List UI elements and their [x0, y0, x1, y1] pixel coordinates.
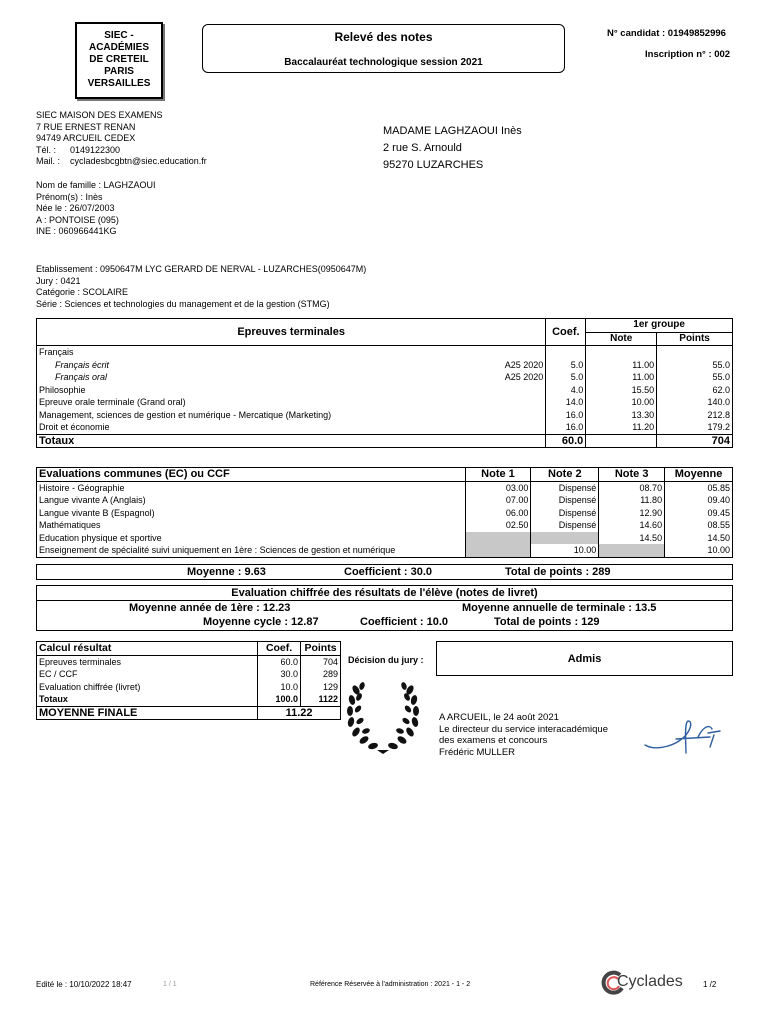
subject-label: Droit et économie	[39, 422, 110, 432]
table-row	[37, 655, 341, 668]
mail-label: Mail. :	[36, 156, 61, 167]
school-line: Série : Sciences et technologies du management et de la gestion (STMG)	[36, 298, 330, 309]
calc-total-label: Totaux	[39, 694, 68, 704]
decision-value: Admis	[567, 653, 602, 665]
calc-coef: 60.0	[258, 655, 301, 668]
signature-line: des examens et concours	[439, 735, 548, 747]
livret-moyenne-cycle: Moyenne cycle : 12.87	[203, 616, 319, 628]
sender-mail	[36, 156, 207, 168]
subject-points: 55.0	[657, 359, 733, 372]
recipient-address	[383, 123, 522, 174]
table-row	[37, 481, 733, 494]
ec-header-moyenne: Moyenne	[665, 468, 733, 482]
brand-name: Cyclades	[617, 973, 683, 990]
table-row	[37, 409, 733, 422]
table-row	[37, 371, 733, 384]
total-label: Totaux	[37, 434, 470, 448]
laurel-wreath-icon	[342, 672, 424, 756]
identity-line: Prénom(s) : Inès	[36, 191, 103, 202]
table-row	[37, 384, 733, 397]
sender-line: 94749 ARCUEIL CEDEX	[36, 133, 136, 144]
ec-subject-label: Langue vivante A (Anglais)	[39, 495, 146, 505]
ec-note2: 10.00	[531, 544, 599, 557]
livret-coefficient: Coefficient : 10.0	[360, 616, 449, 628]
header-points: Points	[657, 332, 733, 346]
identity-line: Nom de famille : LAGHZAOUI	[36, 180, 156, 190]
ec-summary-coef: Coefficient : 30.0	[344, 566, 433, 578]
admin-reference: Référence Réservée à l'administration : 2021 - 1 - 2	[310, 981, 471, 988]
subject-coef: 5.0	[546, 359, 586, 372]
subject-coef: 16.0	[546, 421, 586, 434]
ec-moyenne: 08.55	[665, 519, 733, 532]
subject-label: Philosophie	[39, 384, 86, 395]
subject-note: 15.50	[586, 384, 657, 397]
subject-points: 212.8	[657, 409, 733, 422]
ec-subject-label: Enseignement de spécialité suivi uniquement en 1ère : Sciences de gestion et numérique	[39, 545, 396, 555]
table-row	[37, 494, 733, 507]
ec-note1: 07.00	[465, 494, 531, 507]
ec-subject-label: Mathématiques	[39, 520, 101, 530]
ec-header-note3: Note 3	[599, 468, 665, 482]
cyclades-logo	[600, 968, 695, 998]
ec-note2: Dispensé	[531, 481, 599, 494]
logo-line: PARIS	[104, 66, 134, 77]
identity-line: INE : 060966441KG	[36, 226, 117, 237]
recipient-line: 2 rue S. Arnould	[383, 142, 462, 154]
table-row	[37, 519, 733, 532]
table-row	[37, 346, 733, 359]
ec-moyenne: 05.85	[665, 481, 733, 494]
calc-coef: 30.0	[258, 668, 301, 681]
ec-note1	[465, 532, 531, 545]
total-points: 704	[657, 434, 733, 448]
ec-subject-label: Education physique et sportive	[39, 532, 162, 543]
signature-line: Frédéric MULLER	[439, 746, 516, 758]
ec-moyenne: 14.50	[665, 532, 733, 545]
calc-points: 289	[301, 668, 341, 681]
subject-note: 11.00	[586, 371, 657, 384]
siec-logo-box	[75, 22, 163, 99]
subject-session: A25 2020	[504, 372, 544, 382]
subject-session: A25 2020	[504, 359, 544, 370]
decision-label: Décision du jury :	[348, 655, 424, 665]
ec-note2	[531, 532, 599, 545]
header-note: Note	[586, 332, 657, 346]
sender-line: 7 RUE ERNEST RENAN	[36, 121, 136, 132]
school-info	[36, 264, 366, 310]
ec-note2: Dispensé	[531, 519, 599, 532]
ec-note2: Dispensé	[531, 494, 599, 507]
ec-moyenne: 09.45	[665, 507, 733, 520]
subject-session	[470, 396, 546, 409]
phone-label: Tél. :	[36, 144, 57, 155]
subject-coef	[546, 346, 586, 359]
calc-header-coef: Coef.	[258, 642, 301, 656]
header-group: 1er groupe	[586, 319, 733, 333]
candidate-identity	[36, 180, 156, 238]
livret-moyenne-terminale: Moyenne annuelle de terminale : 13.5	[462, 602, 657, 614]
subject-coef: 4.0	[546, 384, 586, 397]
terminal-exams-table	[36, 318, 733, 448]
mail-value[interactable]: cycladesbcgbtn@siec.education.fr	[70, 156, 207, 167]
calc-points: 704	[301, 655, 341, 668]
ec-summary-bar	[36, 564, 733, 580]
subject-note: 11.00	[586, 359, 657, 372]
subject-points: 55.0	[657, 371, 733, 384]
candidate-number: N° candidat : 01949852996	[607, 28, 726, 39]
ec-header-note2: Note 2	[531, 468, 599, 482]
logo-line: ACADÉMIES	[88, 42, 149, 53]
final-average-label: MOYENNE FINALE	[37, 706, 258, 720]
ec-note2: Dispensé	[531, 507, 599, 520]
table-row	[37, 507, 733, 520]
sender-phone	[36, 145, 207, 157]
phone-value: 0149122300	[70, 144, 121, 155]
subject-note: 10.00	[586, 396, 657, 409]
school-line: Etablissement : 0950647M LYC GERARD DE NERVAL - LUZARCHES(0950647M)	[36, 264, 367, 274]
ec-note3: 12.90	[599, 507, 665, 520]
table-row	[37, 544, 733, 557]
subject-note: 13.30	[586, 409, 657, 422]
ec-subject-label: Langue vivante B (Espagnol)	[39, 507, 155, 518]
calc-label: Epreuves terminales	[39, 656, 122, 667]
table-row	[37, 359, 733, 372]
livret-box	[36, 585, 733, 631]
final-average-value: 11.22	[258, 706, 341, 720]
livret-moyenne-1ere: Moyenne année de 1ère : 12.23	[129, 602, 291, 614]
inscription-number: Inscription n° : 002	[645, 49, 731, 60]
livret-total-points: Total de points : 129	[494, 616, 600, 628]
signature-line: A ARCUEIL, le 24 août 2021	[439, 712, 559, 723]
ec-note3	[599, 544, 665, 557]
ec-ccf-table	[36, 467, 733, 558]
calc-total-coef: 100.0	[258, 693, 301, 706]
subject-points: 140.0	[657, 396, 733, 409]
calc-label: EC / CCF	[39, 669, 78, 679]
school-line: Jury : 0421	[36, 275, 81, 286]
ec-note1: 03.00	[465, 481, 531, 494]
table-row	[37, 681, 341, 694]
subject-session	[470, 421, 546, 434]
sender-address	[36, 110, 207, 168]
subject-note	[586, 346, 657, 359]
subject-label: Management, sciences de gestion et numérique - Mercatique (Marketing)	[39, 409, 332, 420]
total-coef: 60.0	[546, 434, 586, 448]
calc-coef: 10.0	[258, 681, 301, 694]
page-subtitle: Baccalauréat technologique session 2021	[284, 57, 483, 68]
signature-block	[439, 712, 608, 758]
ec-note3: 14.50	[599, 532, 665, 545]
subject-note: 11.20	[586, 421, 657, 434]
subject-label: Français	[39, 347, 74, 357]
decision-box	[436, 641, 733, 676]
ec-note3: 08.70	[599, 481, 665, 494]
sender-line: SIEC MAISON DES EXAMENS	[36, 110, 163, 120]
identity-line: A : PONTOISE (095)	[36, 214, 119, 225]
subject-coef: 5.0	[546, 371, 586, 384]
header-box	[202, 24, 565, 73]
subject-points	[657, 346, 733, 359]
page-number: 1 /2	[703, 980, 717, 989]
subject-label: Français oral	[55, 372, 108, 382]
table-row	[37, 396, 733, 409]
edited-date: Edité le : 10/10/2022 18:47	[36, 980, 132, 989]
ec-note1	[465, 544, 531, 557]
recipient-line: MADAME LAGHZAOUI Inès	[383, 125, 522, 137]
ec-note1: 02.50	[465, 519, 531, 532]
handwritten-signature	[640, 715, 730, 757]
subject-points: 179.2	[657, 421, 733, 434]
ec-moyenne: 09.40	[665, 494, 733, 507]
calcul-result-table	[36, 641, 341, 720]
subject-label: Epreuve orale terminale (Grand oral)	[39, 397, 186, 407]
logo-line: VERSAILLES	[87, 78, 151, 89]
logo-line: DE CRETEIL	[89, 54, 149, 65]
calc-points: 129	[301, 681, 341, 694]
calc-label: Evaluation chiffrée (livret)	[39, 681, 141, 692]
ec-note3: 11.80	[599, 494, 665, 507]
ec-summary-moyenne: Moyenne : 9.63	[187, 566, 266, 578]
subject-session	[470, 409, 546, 422]
ec-summary-points: Total de points : 289	[505, 566, 611, 578]
identity-line: Née le : 26/07/2003	[36, 203, 115, 214]
school-line: Catégorie : SCOLAIRE	[36, 287, 129, 298]
subject-label: Français écrit	[55, 359, 110, 370]
calc-header-points: Points	[301, 642, 341, 656]
livret-title: Evaluation chiffrée des résultats de l'élève (notes de livret)	[231, 587, 538, 599]
calc-header-title: Calcul résultat	[37, 642, 258, 656]
header-coef: Coef.	[546, 319, 586, 346]
ec-note1: 06.00	[465, 507, 531, 520]
logo-line: SIEC -	[104, 30, 134, 41]
table-row	[37, 421, 733, 434]
ec-note3: 14.60	[599, 519, 665, 532]
calc-total-points: 1122	[301, 693, 341, 706]
ec-moyenne: 10.00	[665, 544, 733, 557]
subject-coef: 14.0	[546, 396, 586, 409]
header-epreuves: Epreuves terminales	[37, 319, 546, 346]
table-row	[37, 668, 341, 681]
page-indicator-small: 1 / 1	[163, 981, 177, 988]
page-title: Relevé des notes	[334, 30, 433, 44]
ec-subject-label: Histoire - Géographie	[39, 482, 125, 493]
siec-logo-text	[77, 24, 161, 90]
subject-points: 62.0	[657, 384, 733, 397]
subject-session	[470, 384, 546, 397]
ec-header-note1: Note 1	[465, 468, 531, 482]
subject-session	[470, 346, 546, 359]
table-row	[37, 532, 733, 545]
signature-line: Le directeur du service interacadémique	[439, 723, 608, 735]
recipient-line: 95270 LUZARCHES	[383, 159, 484, 171]
ec-header-title: Evaluations communes (EC) ou CCF	[37, 468, 466, 482]
subject-coef: 16.0	[546, 409, 586, 422]
